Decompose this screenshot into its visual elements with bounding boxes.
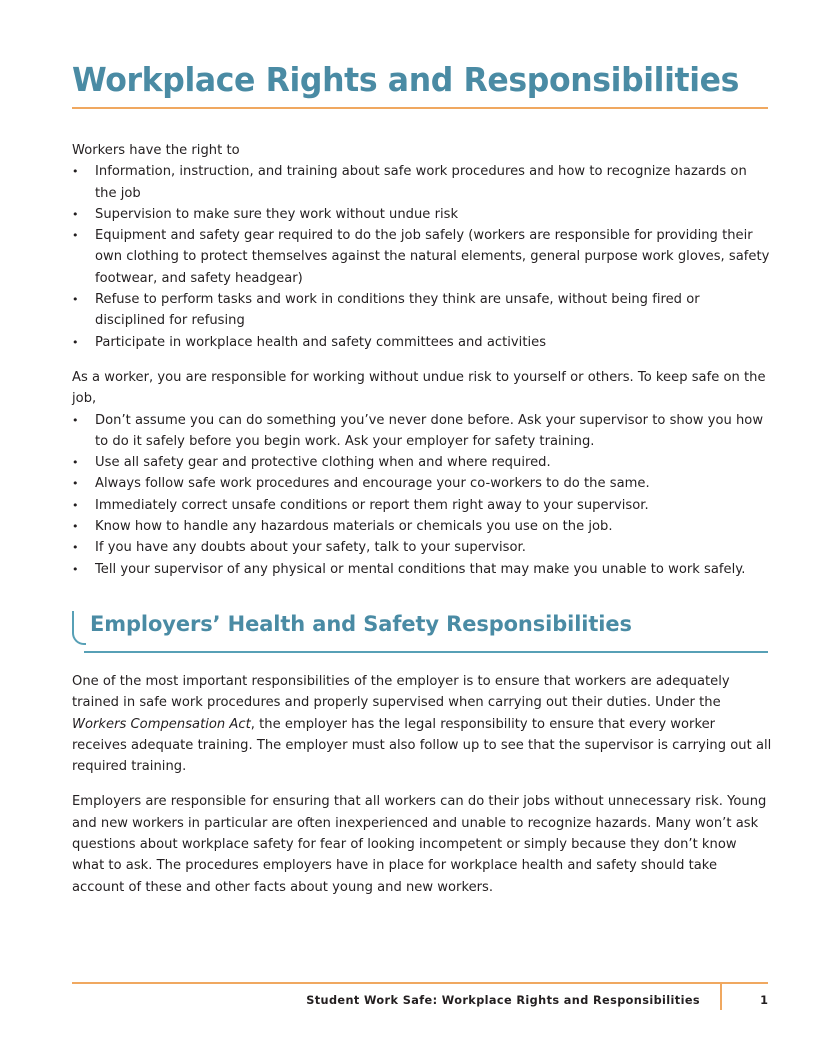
list-item: • Equipment and safety gear required to do the job safely (workers are responsible for providing their own clothing to protect themselves against the natural elements, general purpose work gloves, safety footwear, and safety headgear) (72, 225, 772, 289)
list-item: • Refuse to perform tasks and work in conditions they think are unsafe, without being fired or disciplined for refusing (72, 289, 772, 332)
list-item: • If you have any doubts about your safety, talk to your supervisor. (72, 537, 772, 558)
employers-paragraph-1 (72, 671, 772, 777)
spacer (72, 580, 772, 598)
employers-para1-lead: One of the most important responsibilities of the employer is to ensure that workers are adequately trained in safe work procedures and properly supervised when carrying out their duties. Under the (72, 673, 730, 711)
page-title: Workplace Rights and Responsibilities (72, 60, 739, 99)
spacer (72, 598, 772, 609)
list-item: • Don’t assume you can do something you’ve never done before. Ask your supervisor to show you how to do it safely before you begin work. Ask your employer for safety training. (72, 410, 772, 453)
page-footer (72, 982, 768, 1022)
list-item: • Information, instruction, and training about safe work procedures and how to recognize hazards on the job (72, 161, 772, 204)
spacer (72, 777, 772, 791)
list-item: • Always follow safe work procedures and encourage your co-workers to do the same. (72, 473, 772, 494)
employers-paragraph-2: Employers are responsible for ensuring that all workers can do their jobs without unnecessary risk. Young and new workers in particular are often inexperienced and unable to recognize hazards. Many won’t ask questions about workplace safety for fear of looking incompetent or simply because they don’t know what to ask. The procedures employers have in place for workplace health and safety should take account of these and other facts about young and new workers. (72, 794, 767, 895)
spacer (72, 653, 772, 671)
list-item: • Participate in workplace health and safety committees and activities (72, 332, 772, 353)
list-item: • Use all safety gear and protective clothing when and where required. (72, 452, 772, 473)
spacer (72, 353, 772, 367)
footer-separator (720, 983, 722, 1010)
act-citation: Workers Compensation Act (72, 716, 251, 732)
page-title-block (72, 60, 768, 109)
page-number: 1 (760, 994, 768, 1007)
section-title: Employers’ Health and Safety Responsibilities (90, 611, 632, 637)
worker-responsibilities-intro: As a worker, you are responsible for working without undue risk to yourself or others. To keep safe on the job, (72, 369, 766, 407)
employers-para1-tail: , the employer has the legal responsibility to ensure that every worker receives adequate training. The employer must also follow up to see that the supervisor is carrying out all required training. (72, 716, 772, 775)
list-item: • Tell your supervisor of any physical or mental conditions that may make you unable to work safely. (72, 559, 772, 580)
worker-responsibilities-list (72, 410, 772, 580)
document-content (72, 140, 772, 898)
list-item: • Immediately correct unsafe conditions or report them right away to your supervisor. (72, 495, 772, 516)
bracket-accent (72, 611, 86, 645)
worker-rights-intro: Workers have the right to (72, 143, 240, 158)
footer-title: Student Work Safe: Workplace Rights and Responsibilities (306, 994, 700, 1007)
title-divider (72, 107, 768, 109)
worker-rights-list (72, 161, 772, 353)
footer-divider (72, 982, 768, 984)
section-divider (84, 651, 768, 653)
list-item: • Supervision to make sure they work without undue risk (72, 204, 772, 225)
section-heading-employers (72, 609, 768, 653)
list-item: • Know how to handle any hazardous materials or chemicals you use on the job. (72, 516, 772, 537)
